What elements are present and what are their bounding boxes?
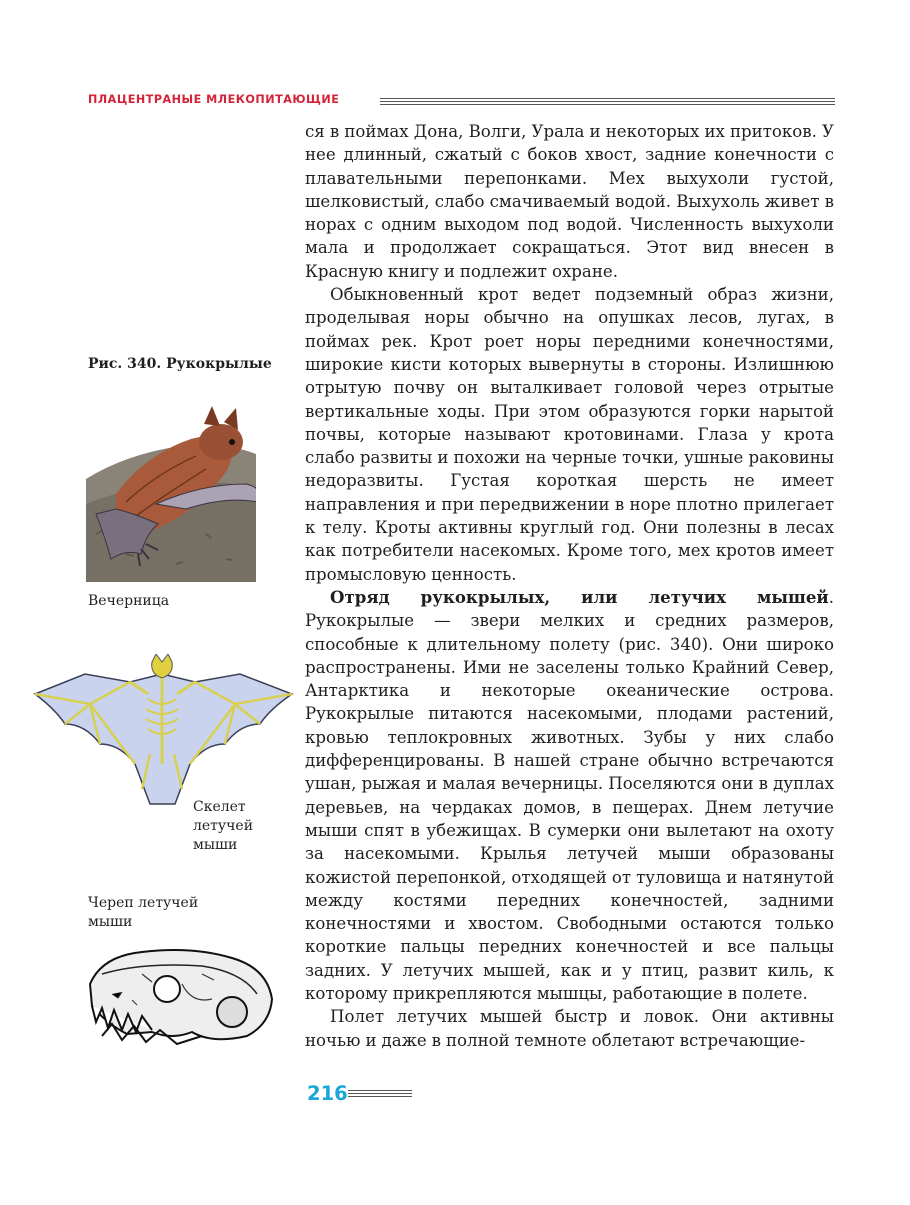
- page-number-rule: [348, 1090, 412, 1091]
- bat-illustration: [86, 384, 256, 582]
- running-header: ПЛАЦЕНТРАНЫЕ МЛЕКОПИТАЮЩИЕ: [88, 93, 340, 106]
- main-text: [305, 120, 834, 1052]
- header-rule: [380, 104, 835, 105]
- page-number: 216: [307, 1082, 348, 1105]
- bat-skull-illustration: [82, 944, 277, 1050]
- header-rule: [380, 101, 835, 102]
- paragraph: ся в поймах Дона, Волги, Урала и некоторых их притоков. У нее длинный, сжатый с боков хвост, задние конечности с плавательными перепонками. Мех выхухоли густой, шелковистый, слабо смачиваемый водой. Выхухоль живет в норах с одним выходом под водой. Численность выхухоли мала и продолжает сокращаться. Этот вид внесен в Красную книгу и подлежит охране.: [305, 122, 834, 281]
- figure-caption: Рис. 340. Рукокрылые: [88, 356, 272, 372]
- header-rule: [380, 98, 835, 99]
- skeleton-label: Скелет летучей мыши: [193, 799, 254, 853]
- page-number-rule: [348, 1093, 412, 1094]
- page-number-rule: [348, 1096, 412, 1097]
- bat-label: Вечерница: [88, 593, 170, 609]
- paragraph: [305, 586, 834, 1005]
- bat-skeleton-illustration: [30, 654, 295, 809]
- paragraph: Обыкновенный крот ведет подземный образ жизни, проделывая норы обычно на опушках лесов, лугах, в поймах рек. Крот роет норы передними конечностями, широкие кисти которых вывернуты в стороны. Излишнюю отрытую почву он выталкивает головой через отрытые вертикальные ходы. При этом образуются горки нарытой почвы, которые называют кротовинами. Глаза у крота слабо развиты и похожи на черные точки, ушные раковины недоразвиты. Густая короткая шерсть не имеет направления и при передвижении в норе плотно прилегает к телу. Кроты активны круглый год. Они полезны в лесах как потребители насекомых. Кроме того, мех кротов имеет промысловую ценность.: [305, 285, 834, 584]
- paragraph: Полет летучих мышей быстр и ловок. Они активны ночью и даже в полной темноте облетают встречающие-: [305, 1007, 834, 1050]
- section-heading: Отряд рукокрылых, или летучих мышей: [330, 586, 829, 607]
- skull-label: Череп летучей мыши: [88, 895, 199, 930]
- paragraph-body: . Рукокрылые — звери мелких и средних размеров, способные к длительному полету (рис. 340). Они широко распространены. Ими не заселены только Крайний Север, Антарктика и некоторые океанические острова. Рукокрылые питаются насекомыми, плодами растений, кровью теплокровных животных. Зубы у них слабо дифференцированы. В нашей стране обычно встречаются ушан, рыжая и малая вечерницы. Поселяются они в дуплах деревьев, на чердаках домов, в пещерах. Днем летучие мыши спят в убежищах. В сумерки они вылетают на охоту за насекомыми. Крылья летучей мыши образованы кожистой перепонкой, отходящей от туловища и натянутой между костями передних конечностей, задними конечностями и хвостом. Свободными остаются только короткие пальцы передних конечностей и все пальцы задних. У летучих мышей, как и у птиц, развит киль, к которому прикрепляются мышцы, работающие в полете.: [305, 587, 834, 1003]
